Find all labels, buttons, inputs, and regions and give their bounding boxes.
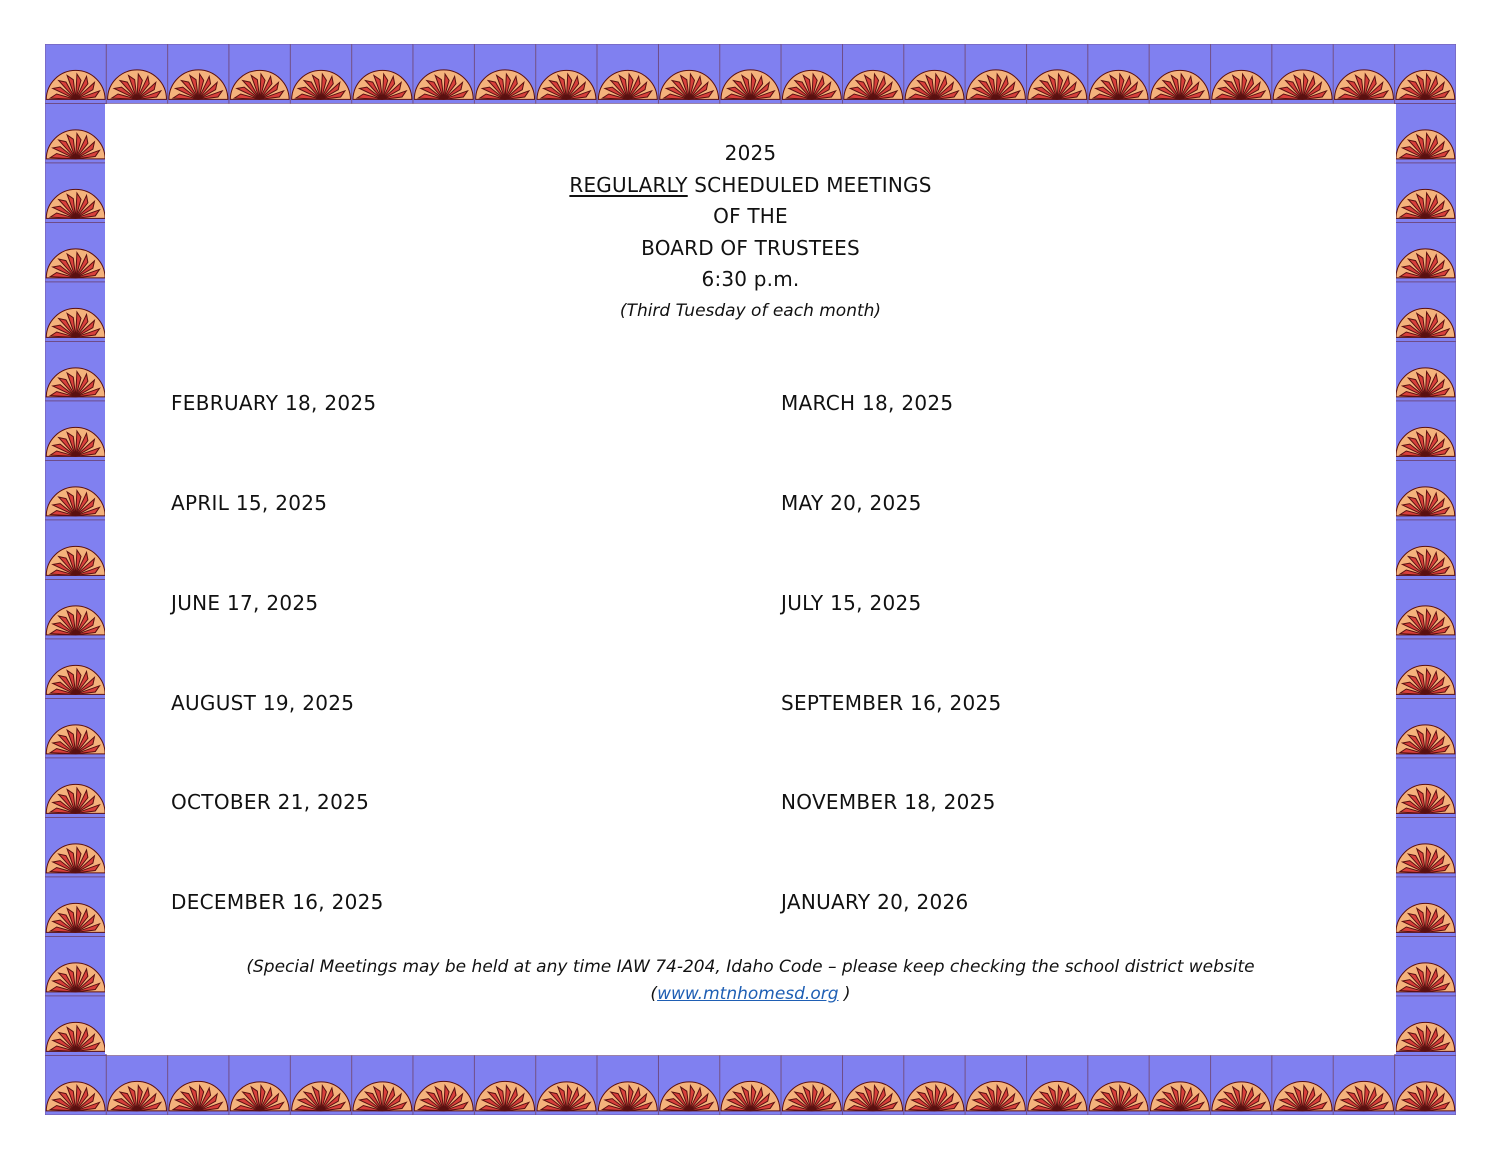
meeting-date: JUNE 17, 2025 [171,591,319,615]
meeting-date: MAY 20, 2025 [781,491,922,515]
page-content [105,104,1396,1054]
header-board: BOARD OF TRUSTEES [641,235,860,260]
header-title-rest: SCHEDULED MEETINGS [687,172,932,197]
meeting-date: FEBRUARY 18, 2025 [171,391,377,415]
meeting-date: SEPTEMBER 16, 2025 [781,691,1002,715]
header-of-the: OF THE [713,204,788,228]
open-paren: ( [650,984,658,1004]
close-paren: ) [838,984,851,1004]
special-meetings-text: (Special Meetings may be held at any time IAW 74-204, Idaho Code – please keep checking the school district website [246,957,1255,977]
special-meetings-note [105,954,1396,1008]
header-title-emphasis: REGULARLY [569,172,688,197]
meeting-date: DECEMBER 16, 2025 [171,890,384,914]
website-line [105,981,1396,1008]
meeting-date: APRIL 15, 2025 [171,491,328,515]
header-time: 6:30 p.m. [701,267,800,291]
meeting-date: AUGUST 19, 2025 [171,691,355,715]
meeting-date: MARCH 18, 2025 [781,391,954,415]
page-header [105,138,1396,324]
header-title [105,170,1396,202]
meeting-date: NOVEMBER 18, 2025 [781,790,996,814]
meeting-date: JANUARY 20, 2026 [781,890,969,914]
header-schedule-note: (Third Tuesday of each month) [619,300,882,321]
header-year: 2025 [724,141,777,165]
meeting-date: OCTOBER 21, 2025 [171,790,370,814]
meeting-date: JULY 15, 2025 [781,591,922,615]
district-website-link[interactable]: www.mtnhomesd.org [657,984,839,1004]
